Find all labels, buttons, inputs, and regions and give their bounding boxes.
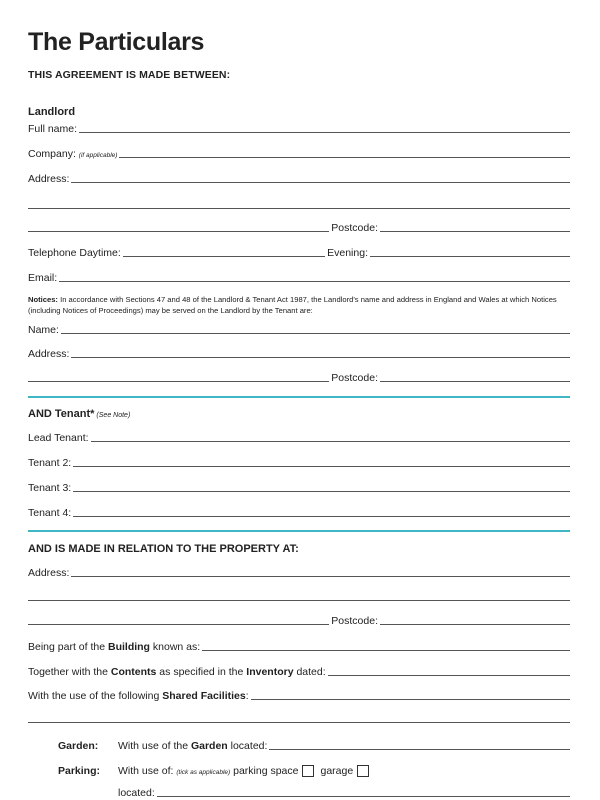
building-field[interactable] bbox=[28, 640, 570, 654]
landlord-company-field[interactable] bbox=[28, 147, 570, 161]
section-divider bbox=[28, 396, 570, 398]
tenant-3-line[interactable] bbox=[73, 491, 570, 492]
property-address-field[interactable] bbox=[28, 566, 570, 580]
lead-tenant-label: Lead Tenant: bbox=[28, 432, 89, 444]
shared-facilities-line[interactable] bbox=[251, 699, 570, 700]
garden-location-line[interactable] bbox=[269, 749, 570, 750]
notices-lead: Notices: bbox=[28, 295, 58, 304]
notices-address-line[interactable] bbox=[71, 357, 570, 358]
parking-note: (tick as applicable) bbox=[176, 769, 231, 776]
parking-key: Parking: bbox=[58, 765, 101, 777]
garden-key: Garden: bbox=[58, 740, 99, 752]
section-divider bbox=[28, 530, 570, 532]
inventory-date-line[interactable] bbox=[328, 675, 570, 676]
landlord-full-name-field[interactable] bbox=[28, 122, 570, 136]
notices-paragraph bbox=[28, 295, 573, 316]
notices-address-line-2[interactable] bbox=[28, 381, 329, 382]
shared-facilities-field[interactable] bbox=[28, 689, 570, 703]
building-label: Being part of the Building known as: bbox=[28, 641, 201, 653]
tenant-note: (See Note) bbox=[96, 412, 131, 419]
property-address-label: Address: bbox=[28, 567, 70, 579]
evening-label: Evening: bbox=[327, 247, 368, 259]
postcode-label: Postcode: bbox=[331, 222, 378, 234]
shared-facilities-label: With the use of the following Shared Facilities: bbox=[28, 690, 249, 702]
property-heading: AND IS MADE IN RELATION TO THE PROPERTY AT: bbox=[28, 543, 299, 555]
property-address-line-2[interactable] bbox=[28, 600, 570, 601]
contents-label: Together with the Contents as specified in the Inventory dated: bbox=[28, 666, 326, 678]
landlord-heading: Landlord bbox=[28, 106, 76, 118]
property-postcode-label: Postcode: bbox=[331, 615, 378, 627]
located-label: located: bbox=[118, 787, 155, 799]
company-label: Company: (if applicable) bbox=[28, 148, 118, 160]
lead-tenant-line[interactable] bbox=[91, 441, 570, 442]
company-note: (if applicable) bbox=[78, 152, 118, 159]
parking-location-line[interactable] bbox=[157, 796, 570, 797]
notices-postcode-label: Postcode: bbox=[331, 372, 378, 384]
tenant-3-label: Tenant 3: bbox=[28, 482, 72, 494]
notices-name-field[interactable] bbox=[28, 323, 570, 337]
address-line[interactable] bbox=[71, 182, 570, 183]
address-label: Address: bbox=[28, 173, 70, 185]
parking-location-row[interactable] bbox=[58, 786, 570, 800]
email-label: Email: bbox=[28, 272, 58, 284]
tenant-4-label: Tenant 4: bbox=[28, 507, 72, 519]
tenant-4-line[interactable] bbox=[73, 516, 570, 517]
evening-line[interactable] bbox=[370, 256, 570, 257]
tenant-3-field[interactable] bbox=[28, 481, 570, 495]
page-title: The Particulars bbox=[28, 28, 205, 56]
garage-label: garage bbox=[320, 765, 354, 777]
tenant-2-line[interactable] bbox=[73, 466, 570, 467]
telephone-daytime-line[interactable] bbox=[123, 256, 325, 257]
address-line-2[interactable] bbox=[28, 208, 570, 209]
notices-name-line[interactable] bbox=[61, 333, 570, 334]
tenant-2-field[interactable] bbox=[28, 456, 570, 470]
parking-space-checkbox[interactable] bbox=[302, 765, 314, 777]
landlord-email-field[interactable] bbox=[28, 271, 570, 285]
parking-row[interactable] bbox=[58, 764, 570, 778]
notices-address-field[interactable] bbox=[28, 347, 570, 361]
tenant-heading: AND Tenant* (See Note) bbox=[28, 408, 131, 420]
notices-postcode-line[interactable] bbox=[380, 381, 570, 382]
shared-facilities-line-2[interactable] bbox=[28, 722, 570, 723]
full-name-line[interactable] bbox=[79, 132, 570, 133]
telephone-daytime-label: Telephone Daytime: bbox=[28, 247, 121, 259]
property-postcode-row[interactable] bbox=[28, 614, 570, 628]
notices-address-label: Address: bbox=[28, 348, 70, 360]
notices-postcode-row[interactable] bbox=[28, 371, 570, 385]
garden-row[interactable] bbox=[58, 739, 570, 753]
garden-label: With use of the Garden located: bbox=[118, 740, 268, 752]
tenant-2-label: Tenant 2: bbox=[28, 457, 72, 469]
tenant-4-field[interactable] bbox=[28, 506, 570, 520]
property-address-line[interactable] bbox=[71, 576, 570, 577]
agreement-subtitle: THIS AGREEMENT IS MADE BETWEEN: bbox=[28, 69, 231, 81]
landlord-address-field[interactable] bbox=[28, 172, 570, 186]
company-line[interactable] bbox=[119, 157, 570, 158]
property-postcode-line[interactable] bbox=[380, 624, 570, 625]
garage-checkbox[interactable] bbox=[357, 765, 369, 777]
landlord-postcode-row[interactable] bbox=[28, 221, 570, 235]
full-name-label: Full name: bbox=[28, 123, 78, 135]
postcode-line[interactable] bbox=[380, 231, 570, 232]
address-line-3[interactable] bbox=[28, 231, 329, 232]
parking-label: With use of: (tick as applicable) parking space bbox=[118, 765, 299, 777]
lead-tenant-field[interactable] bbox=[28, 431, 570, 445]
notices-name-label: Name: bbox=[28, 324, 59, 336]
property-address-line-3[interactable] bbox=[28, 624, 329, 625]
landlord-telephone-row[interactable] bbox=[28, 246, 570, 260]
notices-text: In accordance with Sections 47 and 48 of the Landlord & Tenant Act 1987, the Landlord's name and address in England and Wales at which Notices (including Notices of Proceedings) may be served on the Landlord by the Tenant are: bbox=[28, 295, 557, 315]
building-line[interactable] bbox=[202, 650, 570, 651]
email-line[interactable] bbox=[59, 281, 570, 282]
contents-field[interactable] bbox=[28, 665, 570, 679]
